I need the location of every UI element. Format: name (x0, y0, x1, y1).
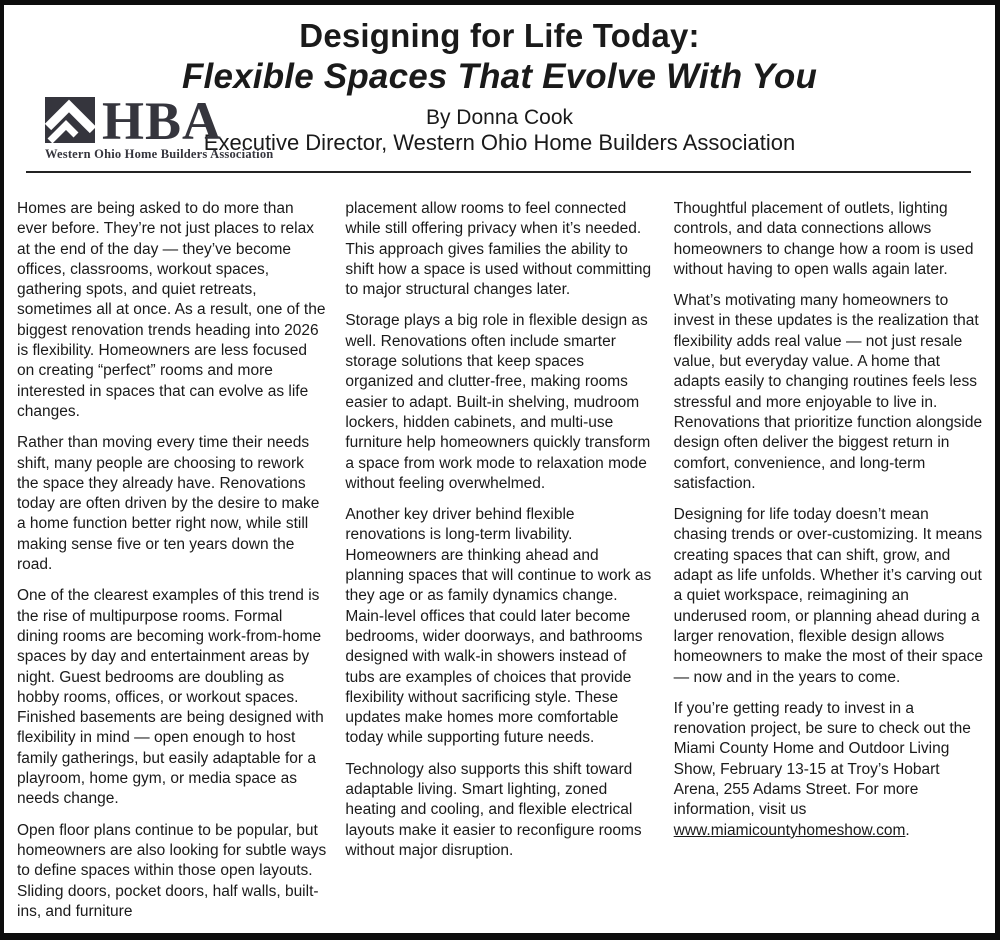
homeshow-link[interactable]: miamicountyhomeshow.com (710, 821, 906, 839)
hba-logo-tagline: Western Ohio Home Builders Association (45, 147, 274, 161)
article-paragraph: Rather than moving every time their needs shift, many people are choosing to rework the space they already have. Renovations today are often driven by the desire to make a home function better right now, while still making sense five or ten years down the road. (17, 434, 320, 574)
homeshow-link[interactable]: www. (673, 821, 711, 839)
article-paragraph: Designing for life today doesn’t mean chasing trends or over-customizing. It means creating spaces that can shift, grow, and adapt as life unfolds. Whether it’s carving out a quiet workspace, reimagining an underused room, or planning ahead during a larger renovation, flexible design allows homeowners to make the most of their space — now and in the years to come. (673, 506, 983, 686)
article-paragraph (674, 699, 983, 841)
article-paragraph: placement allow rooms to feel connected while still offering privacy when it’s needed. This approach gives families the ability to shift how a space is used without committing to major structural changes later. (345, 200, 652, 299)
article-paragraph: Storage plays a big role in flexible design as well. Renovations often include smarter storage solutions that keep spaces organized and clutter-free, making rooms easier to adapt. Built-in shelving, mudroom lockers, hidden cabinets, and multi-use furniture help homeowners quickly transform a space from work mode to relaxation mode without feeling overwhelmed. (345, 312, 651, 492)
hba-logo (45, 91, 274, 162)
article-paragraph: Thoughtful placement of outlets, lighting controls, and data connections allows homeowners to change how a room is used without having to open walls again later. (673, 200, 974, 278)
article-column-3 (674, 199, 983, 933)
article-paragraph: Homes are being asked to do more than ever before. They’re not just places to relax at the end of the day — they’ve become offices, classrooms, workout spaces, gathering spots, and quiet retreats, sometimes all at once. As a result, one of the biggest renovation trends heading into 2026 is flexibility. Homeowners are less focused on creating “perfect” rooms and more interested in spaces that can evolve as life changes. (17, 200, 326, 420)
article-body (4, 173, 995, 933)
byline-author: By Donna Cook (425, 106, 574, 129)
article-paragraph: Open floor plans continue to be popular, but homeowners are also looking for subtle ways to define spaces within those open layouts. Sliding doors, pocket doors, half walls, built-ins, and furniture (17, 821, 327, 920)
article-paragraph: Technology also supports this shift toward adaptable living. Smart lighting, zoned heating and cooling, and flexible electrical layouts make it easier to reconfigure rooms without major disruption. (345, 760, 642, 859)
article-header (4, 5, 995, 161)
article-column-1 (17, 199, 326, 933)
paragraph-text: If you’re getting ready to invest in a renovation project, be sure to check out the Miami County Home and Outdoor Living Show, February 13-15 at Troy’s Hobart Arena, 255 Adams Street. For more information, visit us (673, 699, 971, 819)
article-column-2 (345, 199, 654, 933)
paragraph-text: . (905, 821, 910, 839)
hba-logo-acronym: HBA (102, 91, 223, 151)
article-paragraph: One of the clearest examples of this trend is the rise of multipurpose rooms. Formal dining rooms are becoming work-from-home spaces by day and entertainment areas by night. Guest bedrooms are doubling as hobby rooms, offices, or workout spaces. Finished basements are being designed with flexibility in mind — open enough to host family gatherings, but easily adaptable for a playroom, home gym, or media space as needs change. (17, 587, 324, 808)
article-title-line2: Flexible Spaces That Evolve With You (181, 57, 818, 96)
article-paragraph: Another key driver behind flexible renovations is long-term livability. Homeowners are thinking ahead and planning spaces that will continue to work as they age or as family dynamics change. Main-level offices that could later become bedrooms, wider doorways, and bathrooms designed with walk-in showers instead of tubs are examples of choices that provide flexibility without sacrificing style. These updates make homes more comfortable today while supporting future needs. (345, 506, 652, 747)
byline-role: Executive Director, Western Ohio Home Builders Association (203, 130, 796, 155)
article-title-line1: Designing for Life Today: (299, 17, 700, 54)
roof-chevron-icon (45, 97, 95, 143)
article-paragraph: What’s motivating many homeowners to invest in these updates is the realization that flexibility adds real value — not just resale value, but everyday value. A home that adapts easily to changing routines feels less stressful and more enjoyable to live in. Renovations that prioritize function alongside design often deliver the biggest return in comfort, convenience, and long-term satisfaction. (673, 292, 983, 492)
